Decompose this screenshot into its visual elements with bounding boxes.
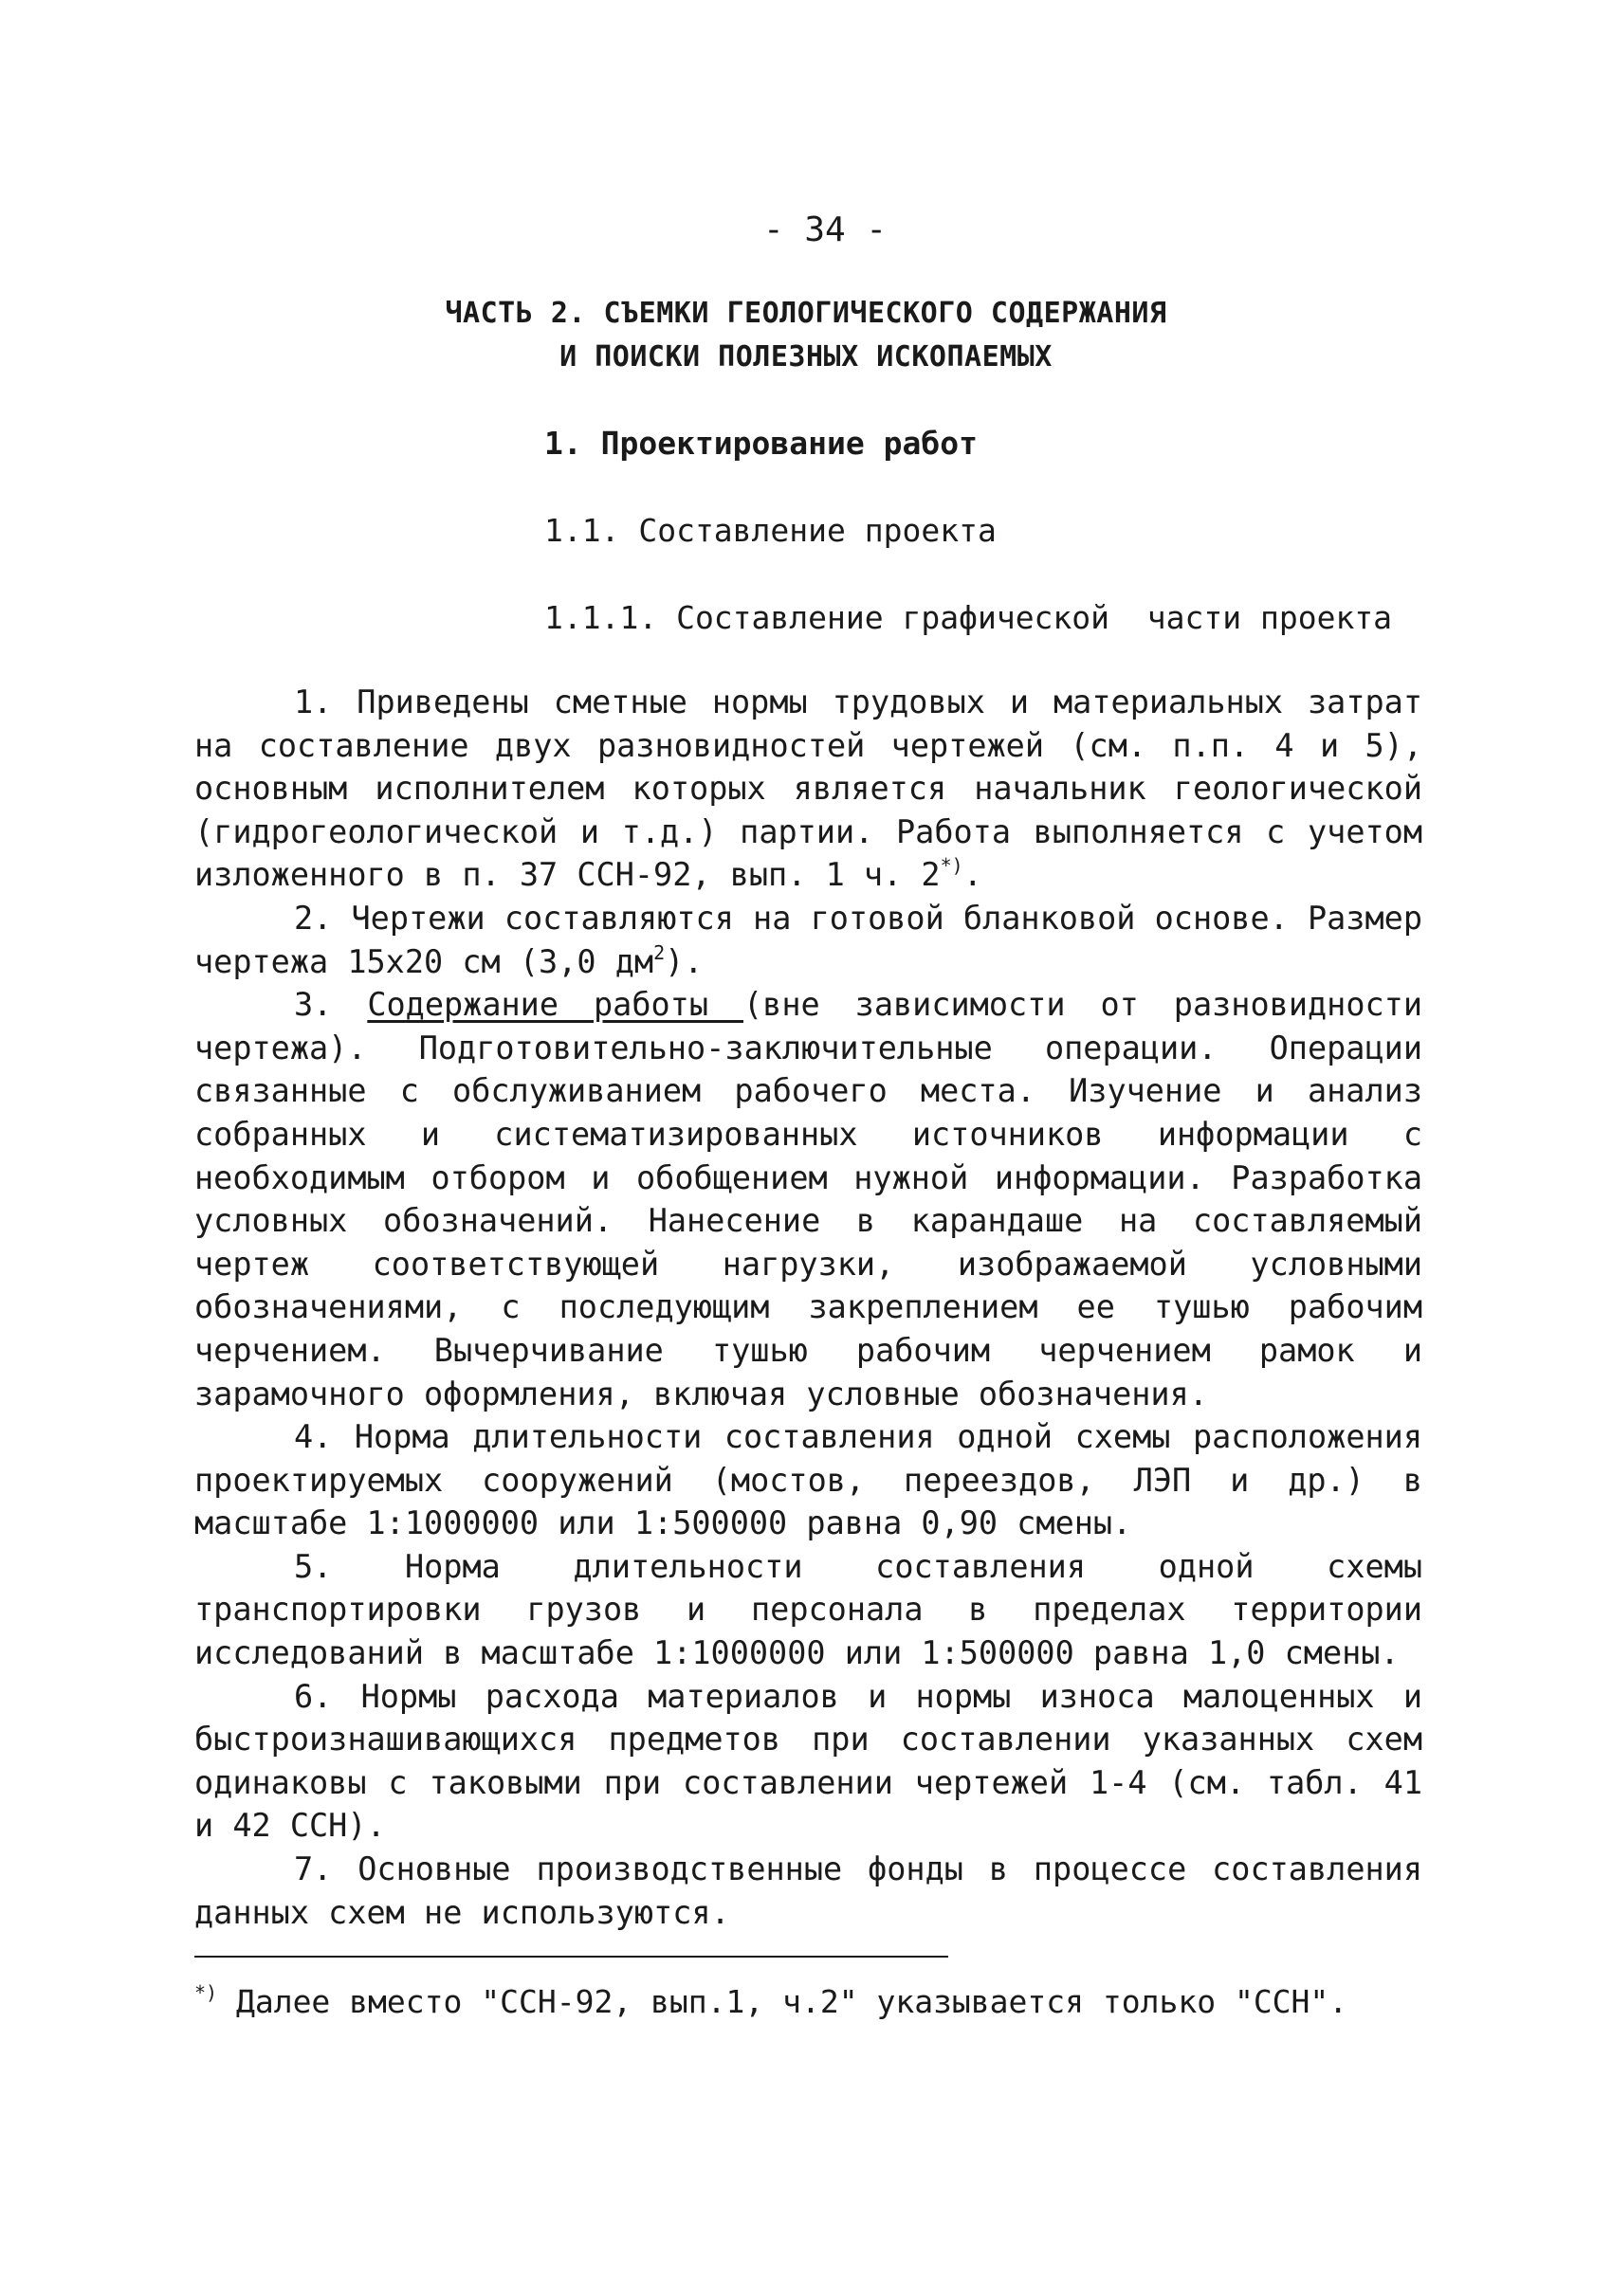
footnote-divider [194, 1956, 948, 1958]
footnote-reference: *) [940, 854, 963, 878]
part-title [190, 292, 1422, 379]
paragraph-3-underlined-heading: Содержание работы [367, 986, 743, 1024]
paragraph-1-end: . [962, 856, 982, 894]
paragraph-1-text: 1. Приведены сметные нормы трудовых и материальных затрат на составление двух разновидностей чертежей (см. п.п. 4 и 5), основным исполнителем которых является начальник геологической (гидрогеологической и т.д.) партии. Работа выполняется с учетом изложенного в п. 37 ССН-92, вып. 1 ч. 2 [194, 683, 1422, 894]
paragraph-3-number: 3. [294, 986, 368, 1024]
paragraph-7: 7. Основные производственные фонды в процессе составления данных схем не используются. [194, 1850, 1422, 1931]
paragraph-2-text: 2. Чертежи составляются на готовой бланковой основе. Размер чертежа 15х20 см (3,0 дм [194, 899, 1422, 980]
footnote-text: Далее вместо "ССН-92, вып.1, ч.2" указывается только "ССН". [217, 1983, 1348, 2020]
section-title: 1. Проектирование работ [544, 425, 978, 462]
subsection-title: 1.1. Составление проекта [544, 512, 997, 549]
paragraph-5: 5. Норма длительности составления одной схемы транспортировки грузов и персонала в пределах территории исследований в масштабе 1:1000000 или 1:500000 равна 1,0 смены. [194, 1547, 1422, 1672]
part-title-line-1: ЧАСТЬ 2. СЪЕМКИ ГЕОЛОГИЧЕСКОГО СОДЕРЖАНИЯ [445, 297, 1167, 330]
page-number: - 34 - [762, 210, 888, 249]
paragraph-3 [194, 983, 1422, 1415]
footnote [194, 1983, 1347, 2020]
paragraph-1 [194, 681, 1422, 897]
paragraph-2-end: ). [665, 942, 704, 980]
part-title-line-2: И ПОИСКИ ПОЛЕЗНЫХ ИСКОПАЕМЫХ [559, 340, 1053, 374]
subsubsection-title: 1.1.1. Составление графической части проекта [544, 599, 1393, 636]
footnote-mark: *) [194, 1981, 218, 2004]
body-text [194, 681, 1422, 1934]
superscript-2: 2 [653, 940, 666, 964]
paragraph-4: 4. Норма длительности составления одной схемы расположения проектируемых сооружений (мостов, переездов, ЛЭП и др.) в масштабе 1:1000000 или 1:500000 равна 0,90 смены. [194, 1418, 1422, 1542]
paragraph-2 [194, 897, 1422, 983]
paragraph-6: 6. Нормы расхода материалов и нормы износа малоценных и быстроизнашивающихся предметов при составлении указанных схем одинаковы с таковыми при составлении чертежей 1-4 (см. табл. 41 и 42 ССН). [194, 1677, 1422, 1845]
paragraph-3-text: (вне зависимости от разновидности чертежа). Подготовительно-заключительные операции. Операции связанные с обслуживанием рабочего места. Изучение и анализ собранных и систематизированных источников информации с необходимым отбором и обобщением нужной информации. Разработка условных обозначений. Нанесение в карандаше на составляемый чертеж соответствующей нагрузки, изображаемой условными обозначениями, с последующим закреплением ее тушью рабочим черчением. Вычерчивание тушью рабочим черчением рамок и зарамочного оформления, включая условные обозначения. [194, 986, 1422, 1412]
